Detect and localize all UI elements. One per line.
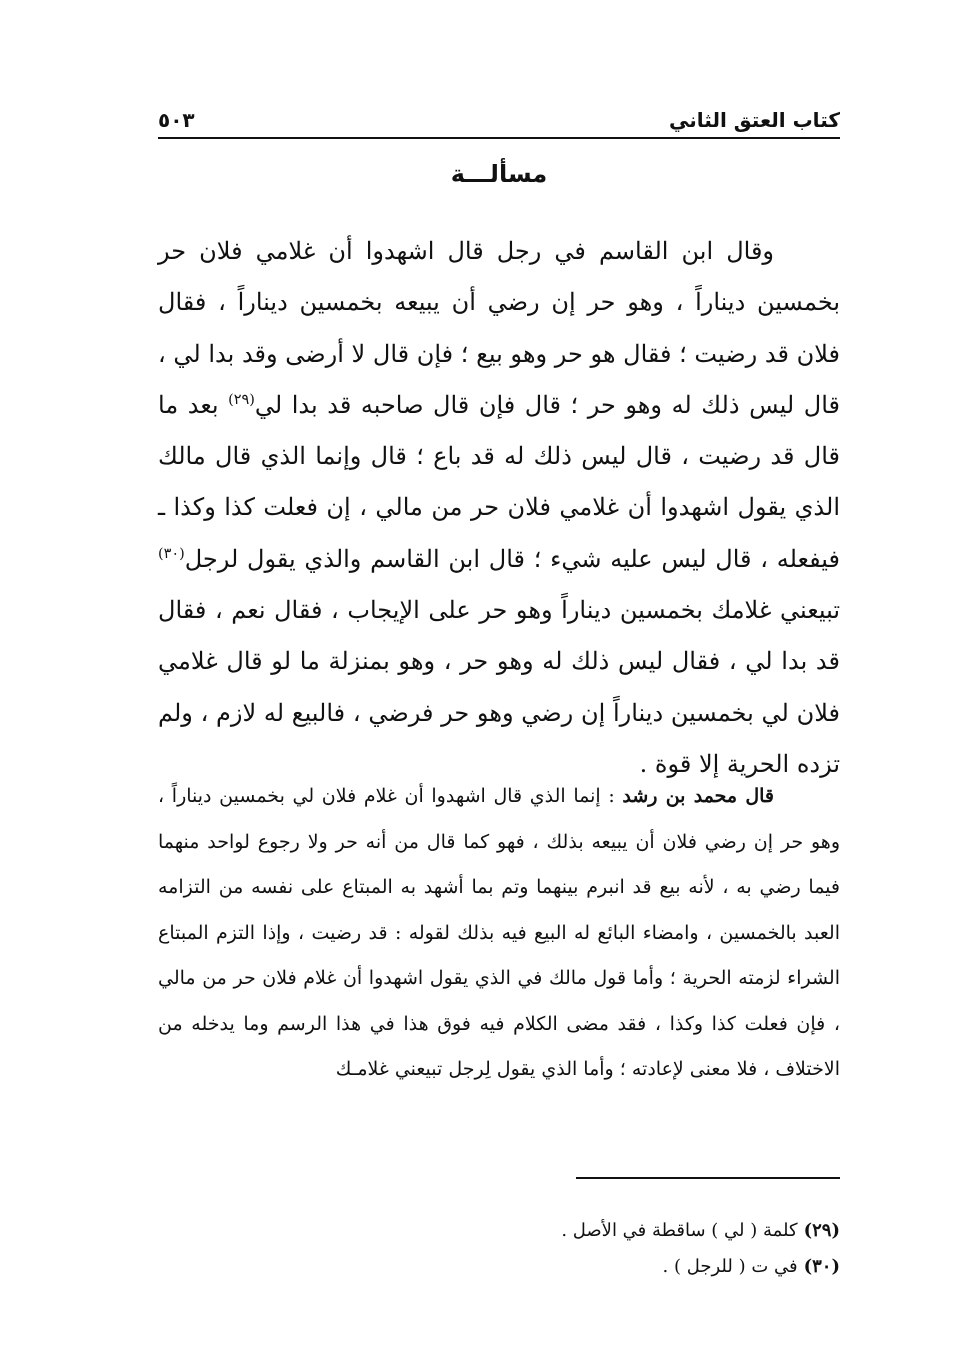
paragraph-text-part2: بعد ما قال قد رضيت ، قال ليس ذلك له قد باع ؛ قال وإنما الذي قال مالك الذي يقول اشهدوا أن غلامي فلان حر من مالي ، إن فعلت كذا وكذا ـ فيفعله ، قال ليس عليه شيء ؛ قال ابن القاسم والذي يقول لرجل	[158, 390, 840, 573]
paragraph-text-part1: وقال ابن القاسم في رجل قال اشهدوا أن غلامي فلان حر بخمسين ديناراً ، وهو حر إن رضي أن يبيعه بخمسين ديناراً ، فقال فلان قد رضيت ؛ فقال هو حر وهو بيع ؛ فإن قال لا أرضى وقد بدا لي ، قال ليس ذلك له وهو حر ؛ قال فإن قال صاحبه قد بدا لي	[158, 237, 841, 419]
footnote-30	[158, 1249, 840, 1285]
footnotes	[158, 1213, 840, 1285]
running-header	[158, 96, 840, 132]
commentary-text: : إنما الذي قال اشهدوا أن غلام فلان لي بخمسين ديناراً ، وهو حر إن رضي فلان أن يبيعه بذلك ، فهو كما قال من أنه حر ولا رجوع لواحد منهما فيما رضي به ، لأنه بيع قد انبرم بينهما وتم بما أشهد به المبتاع على نفسه من التزامه العبد بالخمسين ، وامضاء البائع له البيع فيه بذلك لقوله : قد رضيت ، وإذا التزم المبتاع الشراء لزمته الحرية ؛ وأما قول مالك في الذي يقول اشهدوا أن غلام فلان حر من مالي ، فإن فعلت كذا وكذا ، فقد مضى الكلام فيه فوق هذا في هذا الرسم وما يدخله من الاختلاف ، فلا معنى لإعادته ؛ وأما الذي يقول لِرجل تبيعني غلامـك	[158, 785, 840, 1080]
footnote-29	[158, 1213, 840, 1249]
header-title: كتاب العتق الثاني	[669, 108, 840, 132]
footnote-number: (٣٠)	[803, 1256, 840, 1277]
commentary-lead: قال محمد بن رشد	[622, 785, 774, 807]
footnote-text: في ت ( للرجل ) .	[662, 1256, 798, 1277]
footnote-ref-29: (٢٩)	[228, 391, 255, 408]
main-paragraph	[158, 226, 840, 790]
paragraph-text-part3: تبيعني غلامك بخمسين ديناراً وهو حر على الإيجاب ، فقال نعم ، فقال قد بدا لي ، فقال ليس ذلك له وهو حر ، وهو بمنزلة ما لو قال غلامي فلان لي بخمسين ديناراً إن رضي وهو حر فرضي ، فالبيع له لازم ، ولم تزده الحرية إلا قوة .	[158, 596, 840, 778]
footnote-text: كلمة ( لي ) ساقطة في الأصل .	[561, 1220, 798, 1241]
header-divider	[158, 137, 840, 139]
page-number: ٥٠٣	[158, 108, 195, 132]
section-title: مسألـــة	[450, 160, 548, 188]
footnote-divider	[576, 1177, 840, 1179]
footnote-ref-30: (٣٠)	[158, 545, 185, 562]
commentary-paragraph	[158, 774, 840, 1093]
footnote-number: (٢٩)	[803, 1220, 840, 1241]
